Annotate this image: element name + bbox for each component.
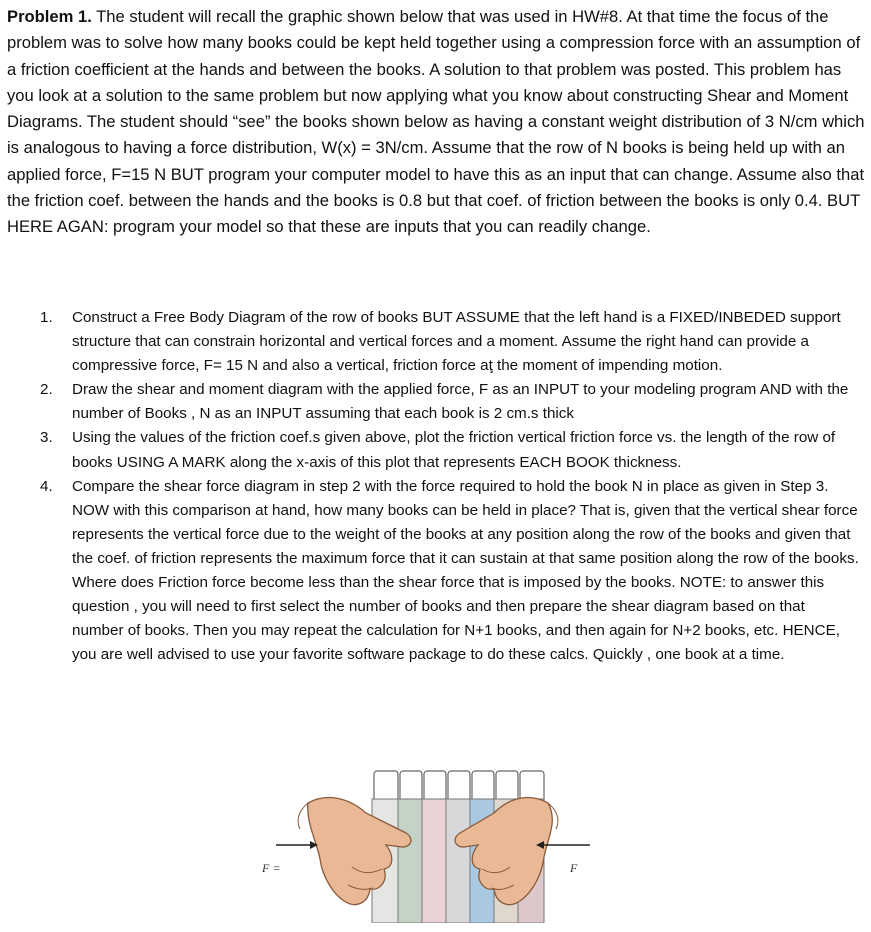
step-text: Using the values of the friction coef.s given above, plot the friction vertical friction force vs. the length of the row of books USING A MARK along the x-axis of this plot that represents EACH BOOK thickness. [72,429,836,471]
step-text: Compare the shear force diagram in step 2 with the force required to hold the book N in place as given in Step 3. NOW with this comparison at hand, how many books can be held in place? That is, given that the vertical shear force represents the vertical force due to the weight of the books at any position along the row of the books and given that the coef. of friction represents the maximum force that it can sustain at that same position along the row of the books. Where does Friction force become less than the shear force that is imposed by the books. NOTE: to answer this question , you will need to first select the number of books and then prepare the shear diagram based on that number of books. Then you may repeat the calculation for N+1 books, and then again for N+2 books, etc. HENCE, you are well advised to use your favorite software package to do these calcs. Quickly , one book at a time. [72,477,859,664]
step-text: Draw the shear and moment diagram with the applied force, F as an INPUT to your modeling program AND with the number of Books , N as an INPUT assuming that each book is 2 cm.s thick [72,381,849,423]
step-number: 2. [40,381,53,399]
step-text: Construct a Free Body Diagram of the row of books BUT ASSUME that the left hand is a FIXED/INBEDED support structure that can constrain horizontal and vertical forces and a moment. Assume the right hand can provide a compressive force, F= 15 N and also a vertical, friction force aţ the moment of impending motion. [72,309,841,375]
right-force-label: F [570,861,578,875]
book [398,799,422,923]
books-illustration [248,763,608,923]
step-item [40,378,860,426]
step-item [40,306,860,378]
book [422,799,446,923]
step-number: 1. [40,309,53,326]
step-number: 4. [40,477,53,495]
step-item [40,426,860,474]
books-figure [248,763,608,923]
problem-intro-text: The student will recall the graphic shown below that was used in HW#8. At that time the focus of the problem was to solve how many books could be kept held together using a compression force with an assumption of a friction coefficient at the hands and between the books. A solution to that problem was posted. This problem has you look at a solution to the same problem but now applying what you know about constructing Shear and Moment Diagrams. The student should “see” the books shown below as having a constant weight distribution of 3 N/cm which is analogous to having a force distribution, W(x) = 3N/cm. Assume that the row of N books is being held up with an applied force, F=15 N BUT program your computer model to have this as an input that can change. Assume also that the friction coef. between the hands and the books is 0.8 but that coef. of friction between the books is only 0.4. BUT HERE AGAN: program your model so that these are inputs that you can readily change. [7,7,865,237]
book [446,799,470,923]
step-item [40,475,860,668]
step-number: 3. [40,429,53,447]
problem-heading: Problem 1. [7,7,92,26]
left-force-arrow [276,841,318,849]
steps-list [40,306,860,667]
left-force-label: F = [262,861,281,875]
problem-intro [7,4,865,241]
